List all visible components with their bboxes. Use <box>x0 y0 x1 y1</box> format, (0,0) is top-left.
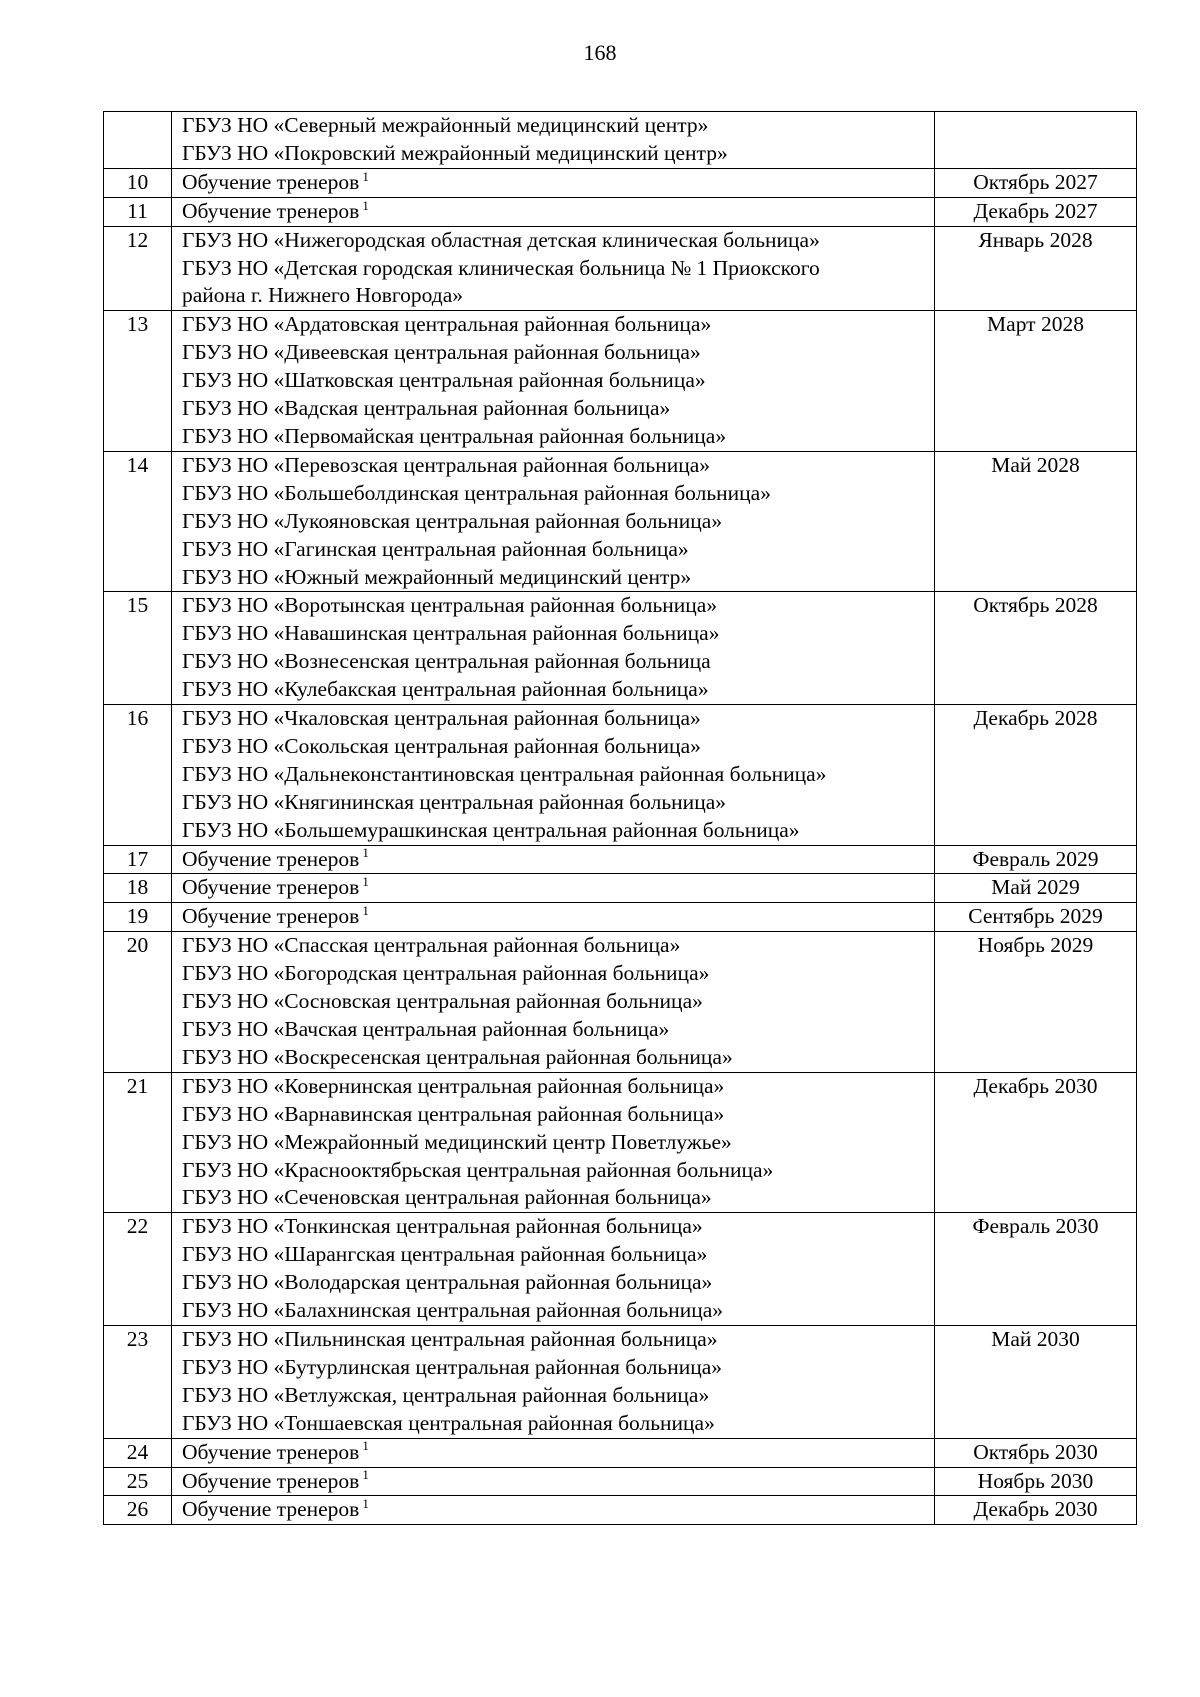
content-text: ГБУЗ НО «Тоншаевская центральная районная больница» <box>182 1410 715 1435</box>
footnote-marker: 1 <box>362 903 369 919</box>
content-line <box>182 198 934 226</box>
row-number: 26 <box>104 1496 172 1525</box>
row-content <box>172 705 935 846</box>
content-text: ГБУЗ НО «Сокольская центральная районная больница» <box>182 733 701 758</box>
content-line <box>182 1297 934 1325</box>
schedule-table <box>103 111 1137 1525</box>
row-number: 23 <box>104 1325 172 1438</box>
content-line <box>182 932 934 960</box>
content-line <box>182 311 934 339</box>
row-date: Октябрь 2028 <box>935 592 1137 705</box>
table-row <box>104 226 1137 311</box>
row-date: Март 2028 <box>935 311 1137 452</box>
content-text: Обучение тренеров <box>182 1497 360 1522</box>
content-line <box>182 761 934 789</box>
content-line <box>182 480 934 508</box>
content-text: ГБУЗ НО «Южный межрайонный медицинский центр» <box>182 564 692 589</box>
content-text: ГБУЗ НО «Шарангская центральная районная больница» <box>182 1242 708 1267</box>
table-row <box>104 1496 1137 1525</box>
content-line <box>182 1326 934 1354</box>
row-date: Сентябрь 2029 <box>935 903 1137 932</box>
content-text: ГБУЗ НО «Чкаловская центральная районная больница» <box>182 706 701 731</box>
content-line <box>182 846 934 874</box>
content-line <box>182 1354 934 1382</box>
content-line <box>182 903 934 931</box>
footnote-marker: 1 <box>362 197 369 213</box>
content-line <box>182 705 934 733</box>
content-text: ГБУЗ НО «Бутурлинская центральная районная больница» <box>182 1354 723 1379</box>
content-line <box>182 140 934 168</box>
row-content <box>172 197 935 226</box>
row-number: 13 <box>104 311 172 452</box>
row-number: 22 <box>104 1213 172 1326</box>
content-line <box>182 1073 934 1101</box>
content-text: ГБУЗ НО «Большеболдинская центральная районная больница» <box>182 480 771 505</box>
row-content <box>172 1496 935 1525</box>
content-text: ГБУЗ НО «Вадская центральная районная больница» <box>182 396 671 421</box>
table-row <box>104 932 1137 1073</box>
content-text: ГБУЗ НО «Навашинская центральная районная больница» <box>182 621 720 646</box>
row-content <box>172 226 935 311</box>
row-number: 15 <box>104 592 172 705</box>
row-number: 25 <box>104 1467 172 1496</box>
row-date: Декабрь 2027 <box>935 197 1137 226</box>
content-line <box>182 1410 934 1438</box>
row-content <box>172 1438 935 1467</box>
content-text: Обучение тренеров <box>182 1468 360 1493</box>
row-number: 12 <box>104 226 172 311</box>
content-line <box>182 789 934 817</box>
footnote-marker: 1 <box>362 1496 369 1512</box>
content-text: ГБУЗ НО «Сосновская центральная районная больница» <box>182 989 703 1014</box>
content-line <box>182 1269 934 1297</box>
row-content <box>172 168 935 197</box>
row-number: 17 <box>104 845 172 874</box>
content-text: ГБУЗ НО «Вачская центральная районная больница» <box>182 1017 670 1041</box>
content-text: ГБУЗ НО «Дивеевская центральная районная больница» <box>182 340 701 365</box>
content-text: ГБУЗ НО «Нижегородская областная детская клиническая больница» <box>182 227 820 252</box>
content-line <box>182 592 934 620</box>
content-text: ГБУЗ НО «Вознесенская центральная районная больница <box>182 649 711 674</box>
content-text: ГБУЗ НО «Воротынская центральная районная больница» <box>182 593 718 618</box>
row-date: Январь 2028 <box>935 226 1137 311</box>
table-row <box>104 1213 1137 1326</box>
content-text: ГБУЗ НО «Большемурашкинская центральная районная больница» <box>182 817 800 842</box>
table-row <box>104 451 1137 592</box>
footnote-marker: 1 <box>362 874 369 890</box>
content-text: ГБУЗ НО «Варнавинская центральная районная больница» <box>182 1101 725 1126</box>
row-content <box>172 592 935 705</box>
content-line <box>182 339 934 367</box>
table-row <box>104 592 1137 705</box>
table-row <box>104 197 1137 226</box>
content-line <box>182 1213 934 1241</box>
content-line <box>182 1382 934 1410</box>
content-line <box>182 1129 934 1157</box>
row-number: 20 <box>104 932 172 1073</box>
content-line <box>182 733 934 761</box>
row-content <box>172 874 935 903</box>
content-text: Обучение тренеров <box>182 904 360 929</box>
content-line <box>182 395 934 423</box>
content-text: ГБУЗ НО «Пильнинская центральная районная больница» <box>182 1326 718 1351</box>
content-text: ГБУЗ НО «Ардатовская центральная районная больница» <box>182 312 712 337</box>
footnote-marker: 1 <box>362 168 369 184</box>
content-text: ГБУЗ НО «Кулебакская центральная районная больница» <box>182 677 709 702</box>
row-content <box>172 112 935 169</box>
content-text: ГБУЗ НО «Сеченовская центральная районная больница» <box>182 1185 712 1210</box>
content-text: Обучение тренеров <box>182 1439 360 1464</box>
table-row <box>104 1438 1137 1467</box>
content-text: ГБУЗ НО «Шатковская центральная районная больница» <box>182 368 706 393</box>
content-line <box>182 676 934 704</box>
content-text: ГБУЗ НО «Княгининская центральная районная больница» <box>182 789 726 814</box>
content-line <box>182 169 934 197</box>
content-text: ГБУЗ НО «Первомайская центральная районная больница» <box>182 423 727 448</box>
row-number: 10 <box>104 168 172 197</box>
row-content <box>172 932 935 1073</box>
table-row <box>104 874 1137 903</box>
content-text: Обучение тренеров <box>182 169 360 194</box>
row-number: 14 <box>104 451 172 592</box>
row-content <box>172 311 935 452</box>
content-text: ГБУЗ НО «Ветлужская, центральная районная больница» <box>182 1382 710 1407</box>
content-line <box>182 1439 934 1467</box>
row-number: 21 <box>104 1072 172 1213</box>
table-row <box>104 311 1137 452</box>
row-date: Ноябрь 2030 <box>935 1467 1137 1496</box>
row-content <box>172 1213 935 1326</box>
row-date: Май 2030 <box>935 1325 1137 1438</box>
content-line <box>182 227 934 255</box>
schedule-body <box>104 112 1137 1525</box>
content-line <box>182 988 934 1016</box>
row-number <box>104 112 172 169</box>
footnote-marker: 1 <box>362 845 369 861</box>
content-text: района г. Нижнего Новгорода» <box>182 283 464 308</box>
content-line <box>182 282 934 310</box>
row-content <box>172 1325 935 1438</box>
footnote-marker: 1 <box>362 1438 369 1454</box>
content-line <box>182 874 934 902</box>
table-row <box>104 705 1137 846</box>
content-line <box>182 1496 934 1524</box>
table-row <box>104 903 1137 932</box>
content-text: ГБУЗ НО «Межрайонный медицинский центр Поветлужье» <box>182 1129 732 1154</box>
row-number: 19 <box>104 903 172 932</box>
table-row <box>104 168 1137 197</box>
content-line <box>182 620 934 648</box>
row-date: Декабрь 2028 <box>935 705 1137 846</box>
row-content <box>172 903 935 932</box>
content-text: ГБУЗ НО «Детская городская клиническая больница № 1 Приокского <box>182 255 820 280</box>
content-text: ГБУЗ НО «Богородская центральная районная больница» <box>182 961 710 986</box>
content-line <box>182 255 934 283</box>
content-text: ГБУЗ НО «Северный межрайонный медицинский центр» <box>182 113 709 137</box>
table-row <box>104 1325 1137 1438</box>
row-date: Май 2029 <box>935 874 1137 903</box>
content-line <box>182 1016 934 1044</box>
row-number: 16 <box>104 705 172 846</box>
content-text: ГБУЗ НО «Гагинская центральная районная больница» <box>182 536 689 561</box>
content-text: ГБУЗ НО «Спасская центральная районная больница» <box>182 933 681 958</box>
content-line <box>182 367 934 395</box>
content-text: Обучение тренеров <box>182 198 360 223</box>
content-text: ГБУЗ НО «Тонкинская центральная районная больница» <box>182 1214 703 1239</box>
content-line <box>182 1101 934 1129</box>
content-text: ГБУЗ НО «Воскресенская центральная районная больница» <box>182 1044 733 1069</box>
content-line <box>182 452 934 480</box>
row-content <box>172 1072 935 1213</box>
content-text: Обучение тренеров <box>182 846 360 871</box>
row-date: Февраль 2030 <box>935 1213 1137 1326</box>
page-number: 168 <box>583 40 617 65</box>
footnote-marker: 1 <box>362 1467 369 1483</box>
table-row <box>104 1072 1137 1213</box>
content-line <box>182 1468 934 1496</box>
row-number: 11 <box>104 197 172 226</box>
content-line <box>182 112 934 140</box>
row-number: 24 <box>104 1438 172 1467</box>
row-content <box>172 1467 935 1496</box>
content-line <box>182 960 934 988</box>
content-text: ГБУЗ НО «Володарская центральная районная больница» <box>182 1270 713 1295</box>
content-line <box>182 564 934 592</box>
row-date: Май 2028 <box>935 451 1137 592</box>
row-date: Октябрь 2027 <box>935 168 1137 197</box>
content-line <box>182 1044 934 1072</box>
row-content <box>172 845 935 874</box>
row-date <box>935 112 1137 169</box>
content-text: ГБУЗ НО «Дальнеконстантиновская центральная районная больница» <box>182 761 827 786</box>
content-text: Обучение тренеров <box>182 875 360 900</box>
content-text: ГБУЗ НО «Лукояновская центральная районная больница» <box>182 508 723 533</box>
row-number: 18 <box>104 874 172 903</box>
table-row <box>104 112 1137 169</box>
content-line <box>182 1241 934 1269</box>
row-date: Февраль 2029 <box>935 845 1137 874</box>
content-line <box>182 536 934 564</box>
content-line <box>182 648 934 676</box>
content-line <box>182 1157 934 1185</box>
row-date: Декабрь 2030 <box>935 1072 1137 1213</box>
content-text: ГБУЗ НО «Краснооктябрьская центральная районная больница» <box>182 1157 774 1182</box>
content-line <box>182 508 934 536</box>
row-date: Ноябрь 2029 <box>935 932 1137 1073</box>
row-date: Октябрь 2030 <box>935 1438 1137 1467</box>
row-content <box>172 451 935 592</box>
table-row <box>104 845 1137 874</box>
table-row <box>104 1467 1137 1496</box>
content-text: ГБУЗ НО «Ковернинская центральная районная больница» <box>182 1073 725 1098</box>
content-text: ГБУЗ НО «Перевозская центральная районная больница» <box>182 452 711 477</box>
content-text: ГБУЗ НО «Покровский межрайонный медицинский центр» <box>182 140 728 165</box>
content-line <box>182 817 934 845</box>
content-text: ГБУЗ НО «Балахнинская центральная районная больница» <box>182 1298 724 1323</box>
content-line <box>182 423 934 451</box>
content-line <box>182 1184 934 1212</box>
row-date: Декабрь 2030 <box>935 1496 1137 1525</box>
